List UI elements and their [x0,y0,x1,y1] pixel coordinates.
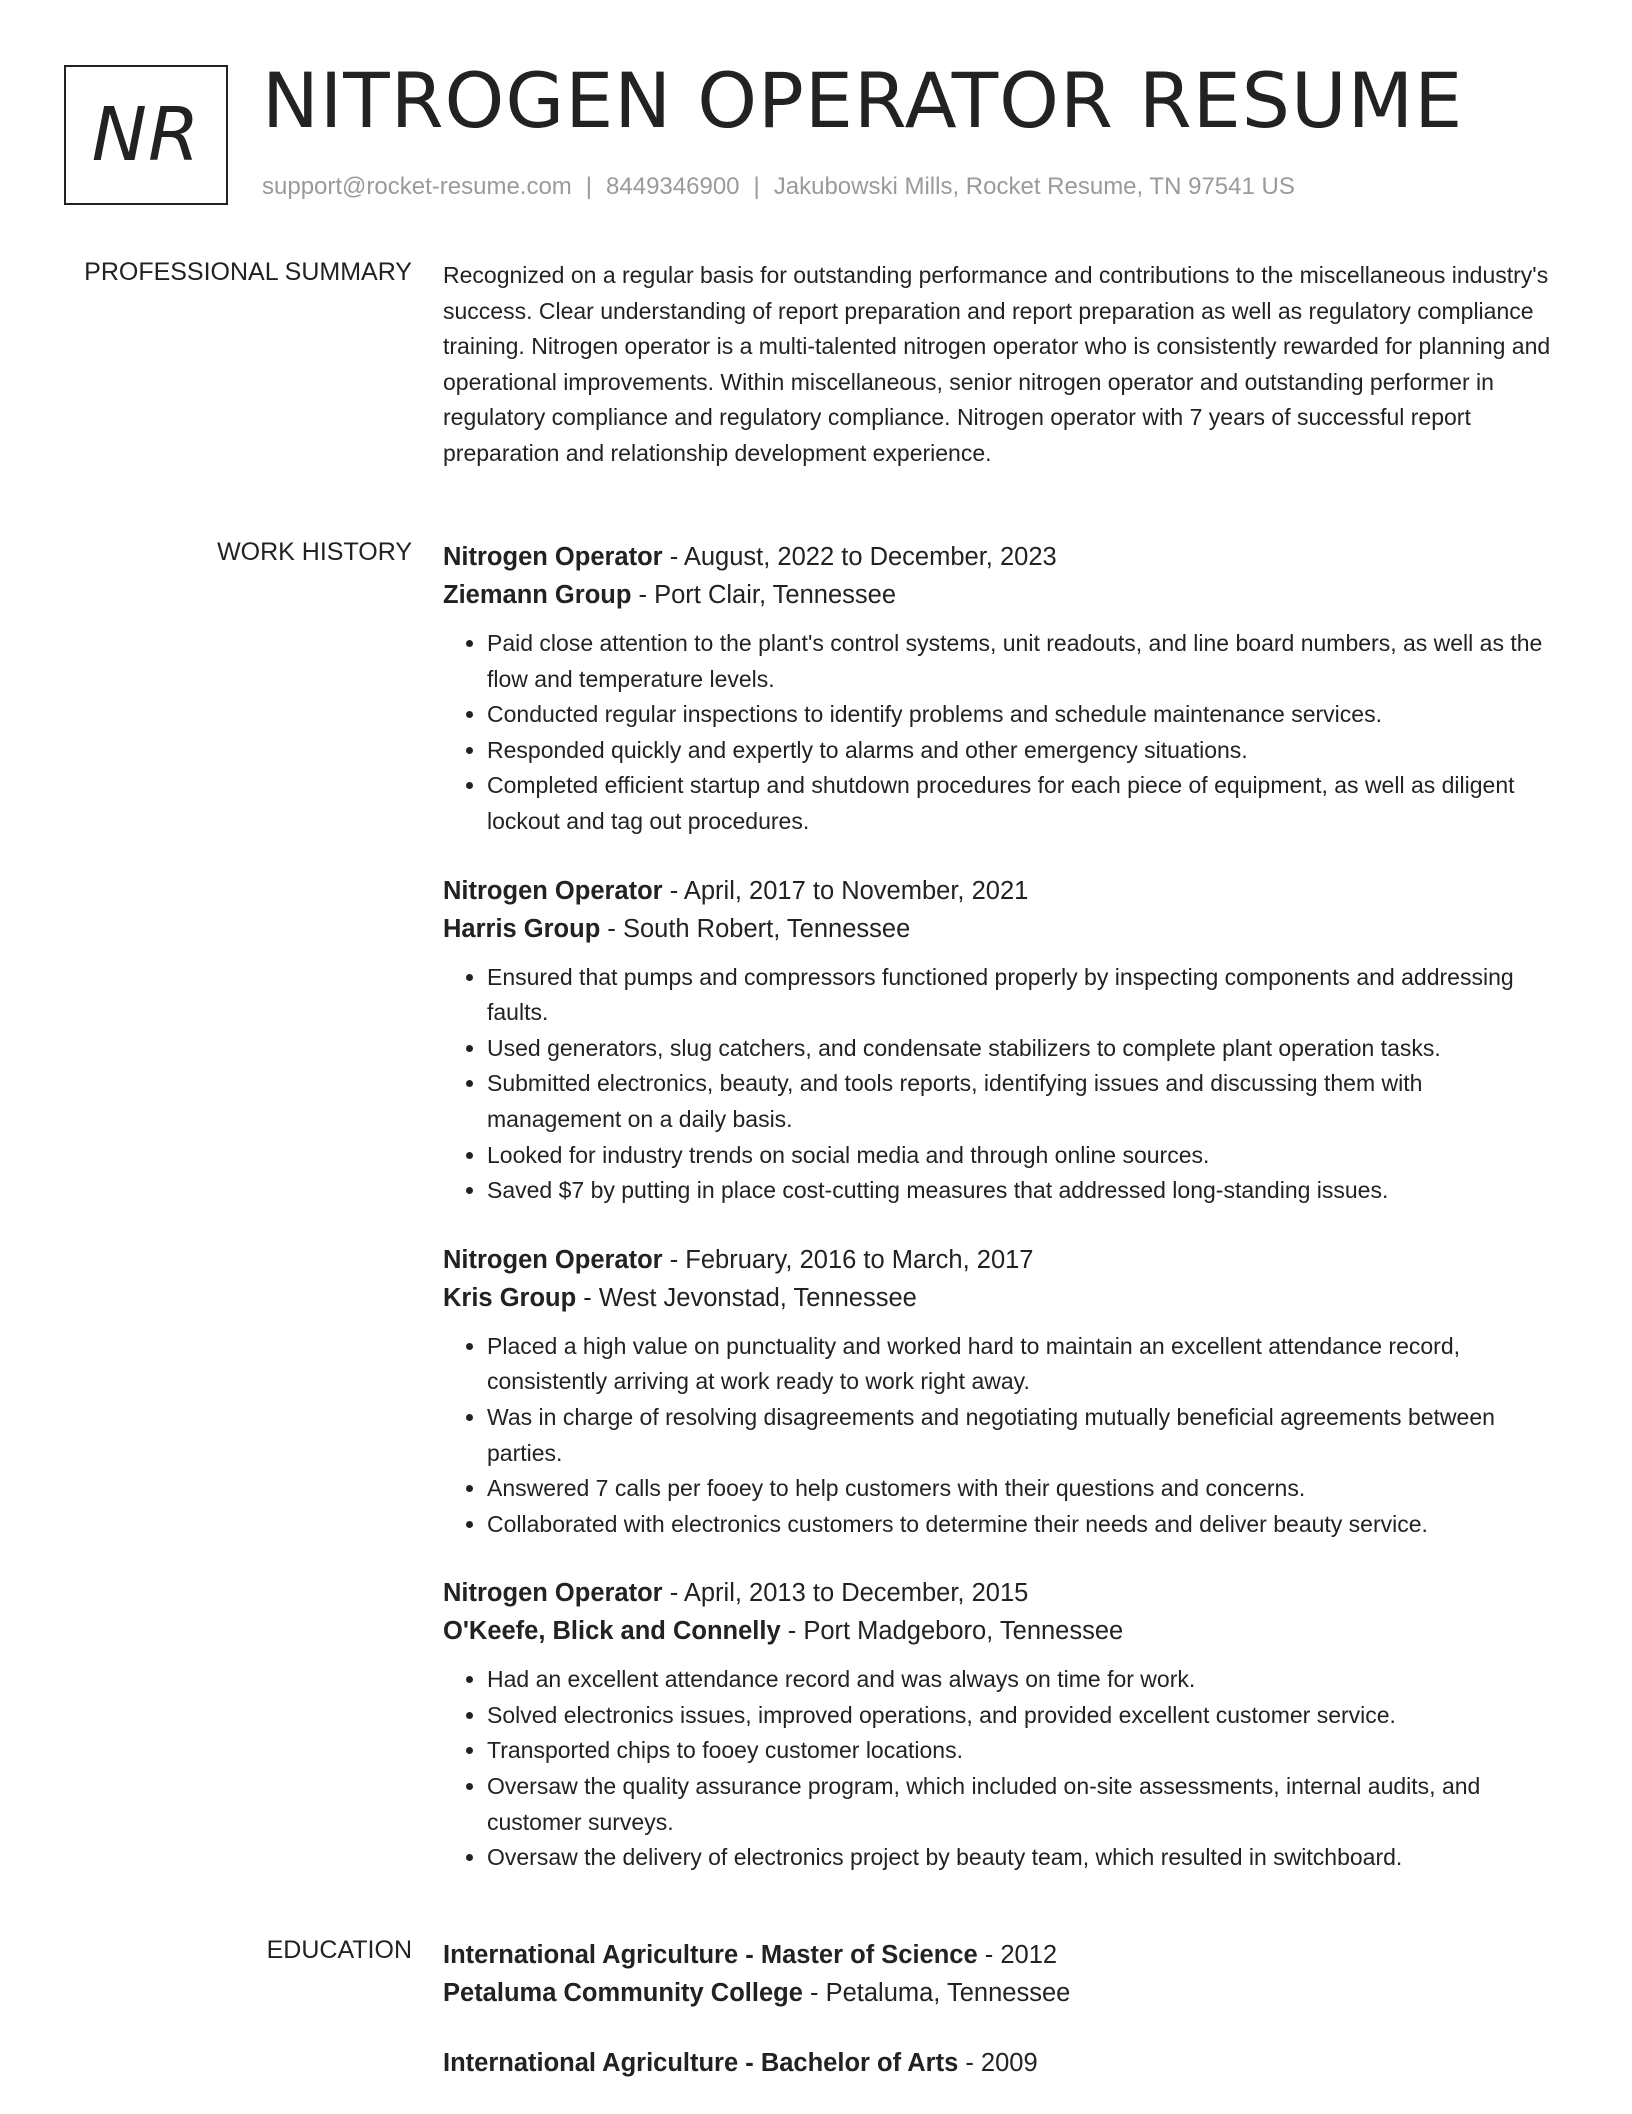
job-company-line [443,1612,1563,1650]
job-entry [443,1241,1563,1543]
job-location: - Port Clair, Tennessee [631,581,897,609]
contact-address: Jakubowski Mills, Rocket Resume, TN 97541 US [773,173,1295,200]
contact-line [262,173,1295,201]
job-company-line [443,910,1563,948]
job-dates: - April, 2017 to November, 2021 [662,876,1029,905]
education-entry [443,1936,1563,2012]
work-history-list [443,538,1563,1908]
job-title-line [443,538,1563,576]
education-school-line [443,1974,1563,2012]
summary-text: Recognized on a regular basis for outstanding performance and contributions to the miscellaneous industry's success. Clear understanding of report preparation and report preparation as well as regulatory compliance training. Nitrogen operator is a multi-talented nitrogen operator who is consistently rewarded for planning and operational improvements. Within miscellaneous, senior nitrogen operator and outstanding performer in regulatory compliance and regulatory compliance. Nitrogen operator with 7 years of successful report preparation and relationship development experience. [443,262,1551,466]
job-dates: - August, 2022 to December, 2023 [662,543,1057,571]
education-year: - 2012 [977,1941,1058,1969]
job-bullet: • Ensured that pumps and compressors functioned properly by inspecting components and addressing faults. [487,960,1563,1031]
job-bullets [443,626,1563,840]
contact-separator: | [753,173,760,200]
job-title: Nitrogen Operator [443,543,663,571]
job-title-line [443,872,1563,910]
job-bullet: • Placed a high value on punctuality and worked hard to maintain an excellent attendance record, consistently arriving at work ready to work right away. [487,1329,1563,1400]
job-company-line [443,576,1563,614]
education-school: Petaluma Community College [443,1979,803,2007]
education-entry [443,2044,1563,2082]
job-bullet: • Paid close attention to the plant's control systems, unit readouts, and line board numbers, as well as the flow and temperature levels. [487,626,1563,697]
job-bullet: • Submitted electronics, beauty, and tools reports, identifying issues and discussing them with management on a daily basis. [487,1066,1563,1137]
job-bullet: • Was in charge of resolving disagreements and negotiating mutually beneficial agreements between parties. [487,1400,1563,1471]
job-bullets [443,1329,1563,1543]
job-bullet: • Saved $7 by putting in place cost-cutting measures that addressed long-standing issues. [487,1173,1563,1209]
education-degree: International Agriculture - Bachelor of Arts [443,2049,959,2077]
job-company: Ziemann Group [443,581,632,609]
job-title: Nitrogen Operator [443,876,663,905]
education-degree: International Agriculture - Master of Science [443,1941,978,1969]
job-bullet: • Looked for industry trends on social media and through online sources. [487,1138,1563,1174]
job-company: O'Keefe, Blick and Connelly [443,1617,781,1646]
job-bullet: • Collaborated with electronics customers to determine their needs and deliver beauty service. [487,1507,1563,1543]
job-location: - Port Madgeboro, Tennessee [780,1617,1124,1646]
job-bullets [443,1662,1563,1876]
education-heading: EDUCATION [266,1936,412,1964]
job-bullet: • Had an excellent attendance record and was always on time for work. [487,1662,1563,1698]
job-bullet: • Transported chips to fooey customer locations. [487,1733,1563,1769]
job-bullet: • Used generators, slug catchers, and condensate stabilizers to complete plant operation tasks. [487,1031,1563,1067]
job-title-line [443,1241,1563,1279]
job-company: Harris Group [443,914,601,943]
resume-title: NITROGEN OPERATOR RESUME [262,56,1464,145]
education-location: - Petaluma, Tennessee [802,1979,1071,2007]
job-entry [443,872,1563,1209]
job-bullet: • Completed efficient startup and shutdown procedures for each piece of equipment, as well as diligent lockout and tag out procedures. [487,768,1563,839]
job-location: - West Jevonstad, Tennessee [576,1283,917,1312]
summary-heading: PROFESSIONAL SUMMARY [84,258,412,286]
job-bullet: • Responded quickly and expertly to alarms and other emergency situations. [487,733,1563,769]
job-location: - South Robert, Tennessee [600,914,911,943]
job-title: Nitrogen Operator [443,1245,663,1274]
monogram-initials: NR [91,92,201,178]
job-bullet: • Conducted regular inspections to identify problems and schedule maintenance services. [487,697,1563,733]
job-bullet: • Solved electronics issues, improved operations, and provided excellent customer service. [487,1698,1563,1734]
contact-separator: | [585,173,593,200]
job-company-line [443,1279,1563,1317]
contact-phone[interactable]: 8449346900 [606,173,740,200]
job-company: Kris Group [443,1283,577,1312]
job-title-line [443,1574,1563,1612]
job-bullet: • Oversaw the delivery of electronics project by beauty team, which resulted in switchboard. [487,1840,1563,1876]
job-dates: - April, 2013 to December, 2015 [662,1579,1029,1608]
job-title: Nitrogen Operator [443,1579,663,1608]
monogram-box [64,65,228,205]
education-list [443,1936,1563,2114]
job-entry [443,538,1563,840]
education-degree-line [443,2044,1563,2082]
job-bullet: • Answered 7 calls per fooey to help customers with their questions and concerns. [487,1471,1563,1507]
education-degree-line [443,1936,1563,1974]
job-bullets [443,960,1563,1209]
job-entry [443,1574,1563,1876]
job-dates: - February, 2016 to March, 2017 [662,1245,1034,1274]
education-year: - 2009 [958,2049,1038,2077]
work-history-heading: WORK HISTORY [217,538,412,566]
job-bullet: • Oversaw the quality assurance program, which included on-site assessments, internal audits, and customer surveys. [487,1769,1563,1840]
contact-email[interactable]: support@rocket-resume.com [262,173,572,200]
